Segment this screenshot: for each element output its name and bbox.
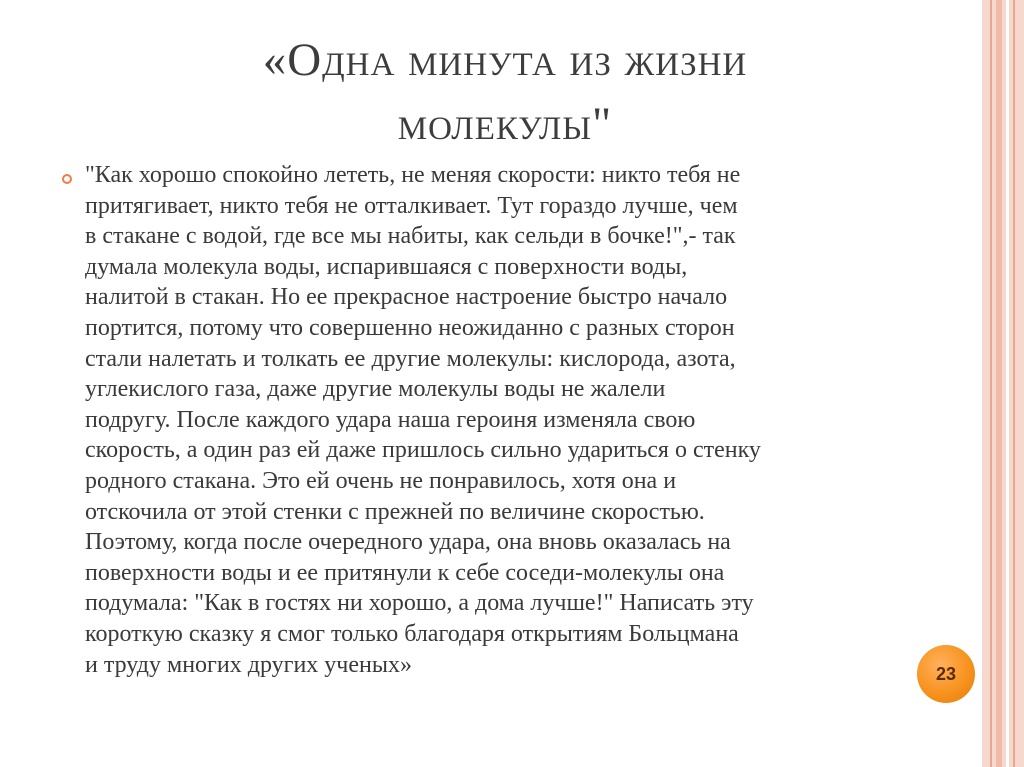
slide-title: «Одна минута из жизни молекулы" [262,34,748,150]
border-stripe [1006,0,1009,767]
page-number-badge: 23 [917,645,975,703]
border-stripe [1013,0,1015,767]
circle-bullet-icon [62,174,72,184]
border-stripe [982,0,1024,767]
body-paragraph: "Как хорошо спокойно лететь, не меняя скорости: никто тебя не притягивает, никто тебя не отталкивает. Тут гораздо лучше, чем в стакане с водой, где все мы набиты, как сельди в бочке!",- так думала молекула воды, испарившаяся с поверхности воды, налитой в стакан. Но ее прекрасное настроение быстро начало портится, потому что совершенно неожиданно с разных сторон стали налетать и толкать ее другие молекулы: кислорода, азота, углекислого газа, даже другие молекулы воды не жалели подругу. После каждого удара наша героиня изменяла свою скорость, а один раз ей даже пришлось сильно удариться о стенку родного стакана. Это ей очень не понравилось, хотя она и отскочила от этой стенки с прежней по величине скоростью. Поэтому, когда после очередного удара, она вновь оказалась на поверхности воды и ее притянули к себе соседи-молекулы она подумала: "Как в гостях ни хорошо, а дома лучше!" Написать эту короткую сказку я смог только благодаря открытиям Больцмана и труду многих других ученых» [85,162,761,678]
border-stripe [990,0,992,767]
border-stripe [996,0,1002,767]
